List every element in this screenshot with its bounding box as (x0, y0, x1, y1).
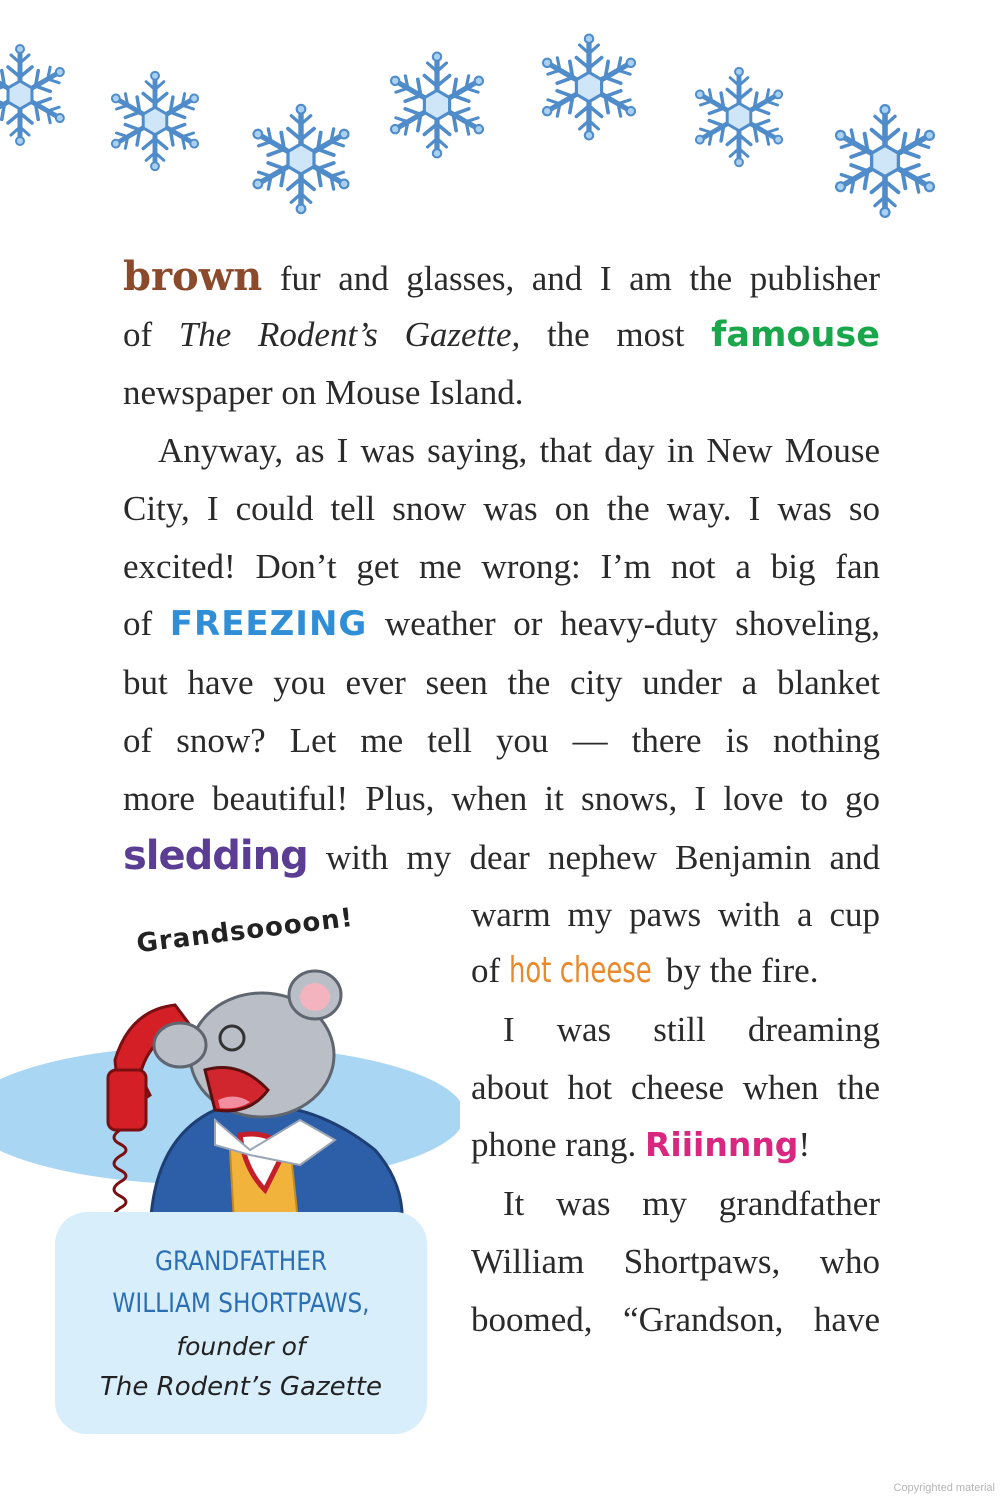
text-line: about hot cheese when the (471, 1068, 880, 1107)
text-segment: fur and glasses, and I am the publisher (262, 259, 880, 298)
text-segment: phone rang. (471, 1125, 645, 1164)
snowflake-icon (96, 62, 214, 180)
snowflake-icon (236, 94, 366, 224)
text-segment: by the fire. (657, 951, 819, 990)
snowflake-icon (680, 58, 798, 176)
text-segment: of (123, 315, 179, 354)
text-segment: with my dear nephew Benjamin and (307, 838, 880, 877)
text-line: boomed, “Grandson, have (471, 1300, 880, 1339)
speech-shout: Grandsoooon! (134, 902, 356, 960)
text-line: but have you ever seen the city under a blanket (123, 663, 880, 702)
text-line (123, 604, 881, 644)
copyright-notice: Copyrighted material (893, 1482, 995, 1494)
text-line (471, 950, 819, 991)
text-segment: the most (520, 315, 712, 354)
styled-word-ring: Riiinnng (644, 1125, 799, 1164)
text-line: of snow? Let me tell you — there is nothing (123, 721, 880, 760)
grandfather-illustration (0, 950, 460, 1240)
text-segment: of (123, 604, 170, 643)
text-line (123, 833, 880, 879)
text-line (123, 317, 880, 353)
text-segment: of (471, 951, 509, 990)
text-line: I was still dreaming (503, 1010, 880, 1049)
text-line: newspaper on Mouse Island. (123, 373, 524, 412)
styled-word-hot-cheese: hot cheese (508, 950, 652, 991)
styled-word-freezing: FREEZING (169, 604, 368, 644)
text-line: more beautiful! Plus, when it snows, I love to go (123, 779, 880, 818)
caption-box (55, 1212, 427, 1434)
text-segment: ! (798, 1125, 811, 1164)
text-line (123, 253, 880, 300)
styled-word-sledding: sledding (123, 833, 308, 879)
text-line: City, I could tell snow was on the way. I was so (123, 489, 880, 528)
text-line: warm my paws with a cup (471, 895, 880, 934)
text-line: It was my grandfather (503, 1184, 880, 1223)
text-line (471, 1127, 810, 1162)
text-line: William Shortpaws, who (471, 1242, 880, 1281)
snowflake-icon (374, 42, 500, 168)
snowflake-icon (526, 24, 652, 150)
text-line: Anyway, as I was saying, that day in New Mouse (158, 431, 880, 470)
caption-line: WILLIAM SHORTPAWS, (112, 1288, 370, 1319)
newspaper-title: The Rodent’s Gazette, (178, 315, 521, 354)
styled-word-brown: brown (123, 253, 263, 300)
styled-word-famouse: famouse (711, 315, 881, 355)
snowflake-icon (0, 35, 80, 155)
text-line: excited! Don’t get me wrong: I’m not a big fan (123, 547, 880, 586)
caption-line: founder of (176, 1332, 306, 1361)
text-segment: weather or heavy-duty shoveling, (367, 604, 881, 643)
snowflake-icon (818, 94, 952, 228)
caption-line: GRANDFATHER (154, 1246, 328, 1277)
caption-line: The Rodent’s Gazette (100, 1372, 382, 1402)
